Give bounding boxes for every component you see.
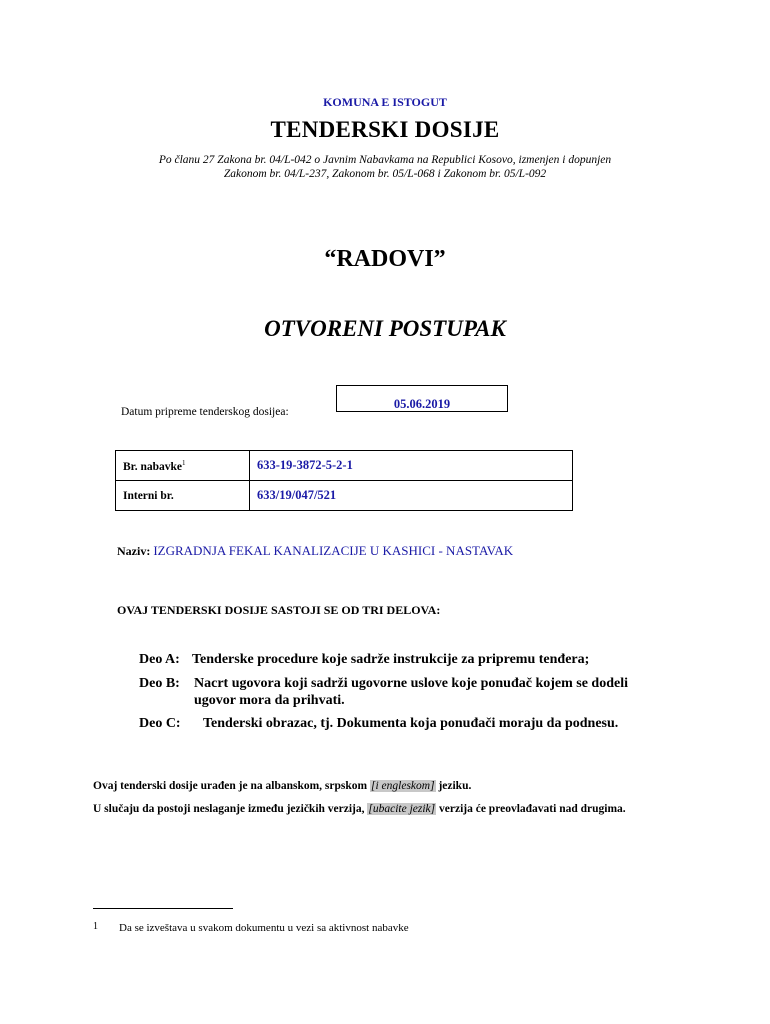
parts-intro: OVAJ TENDERSKI DOSIJE SASTOJI SE OD TRI DELOVA: [117,603,441,617]
conflict-text: U slučaju da postoji neslaganje između jezičkih verzija, [93,803,368,815]
municipality-name: KOMUNA E ISTOGUT [323,95,447,109]
procurement-number-label [116,451,250,481]
language-text: Ovaj tenderski dosije urađen je na albanskom, srpskom [93,780,370,792]
part-b-text: Nacrt ugovora koji sadrži ugovorne uslove koje ponuđač kojem se dodeli ugovor mora da prihvati. [194,676,628,708]
footnote-number: 1 [93,921,98,932]
table-row [116,451,573,481]
tender-name [117,543,513,559]
footnote-marker: 1 [182,458,186,467]
footnote-separator [93,908,233,909]
document-title: TENDERSKI DOSIJE [270,117,500,142]
tender-name-label: Naziv: [117,544,151,558]
footnote-text: Da se izveštava u svakom dokumentu u vezi sa aktivnost nabavke [119,922,409,934]
conflict-text: verzija će preovlađavati nad drugima. [436,803,626,815]
internal-number-label: Interni br. [116,481,250,511]
language-text: jeziku. [435,780,472,792]
date-label: Datum pripreme tenderskog dosijea: [121,406,289,418]
contract-type: “RADOVI” [324,246,446,272]
procurement-id-table [115,450,573,511]
procurement-number-label-text: Br. nabavke [123,460,183,473]
language-statement [93,780,471,792]
table-row [116,481,573,511]
procedure-type: OTVORENI POSTUPAK [264,316,506,341]
part-a-text: Tenderske procedure koje sadrže instrukcije za pripremu tenđera; [192,652,590,667]
part-c-label: Deo C: [139,716,181,731]
internal-number-value: 633/19/047/521 [250,481,573,511]
law-reference-line-1: Po članu 27 Zakona br. 04/L-042 o Javnim Nabavkama na Republici Kosovo, izmenjen i dopunjen [158,154,612,166]
language-placeholder: [ubacite jezik] [368,803,436,815]
part-a-label: Deo A: [139,652,180,667]
law-reference [0,153,770,181]
date-value-box: 05.06.2019 [336,385,508,412]
language-placeholder: [i engleskom] [371,780,435,792]
procurement-number-value: 633-19-3872-5-2-1 [250,451,573,481]
part-c-text: Tenderski obrazac, tj. Dokumenta koja ponuđači moraju da podnesu. [203,716,619,731]
language-conflict-statement [93,802,673,817]
tender-name-value: IZGRADNJA FEKAL KANALIZACIJE U KASHICI - NASTAVAK [153,543,514,558]
law-reference-line-2: Zakonom br. 04/L-237, Zakonom br. 05/L-068 i Zakonom br. 05/L-092 [223,168,547,180]
part-b-label: Deo B: [139,676,180,691]
